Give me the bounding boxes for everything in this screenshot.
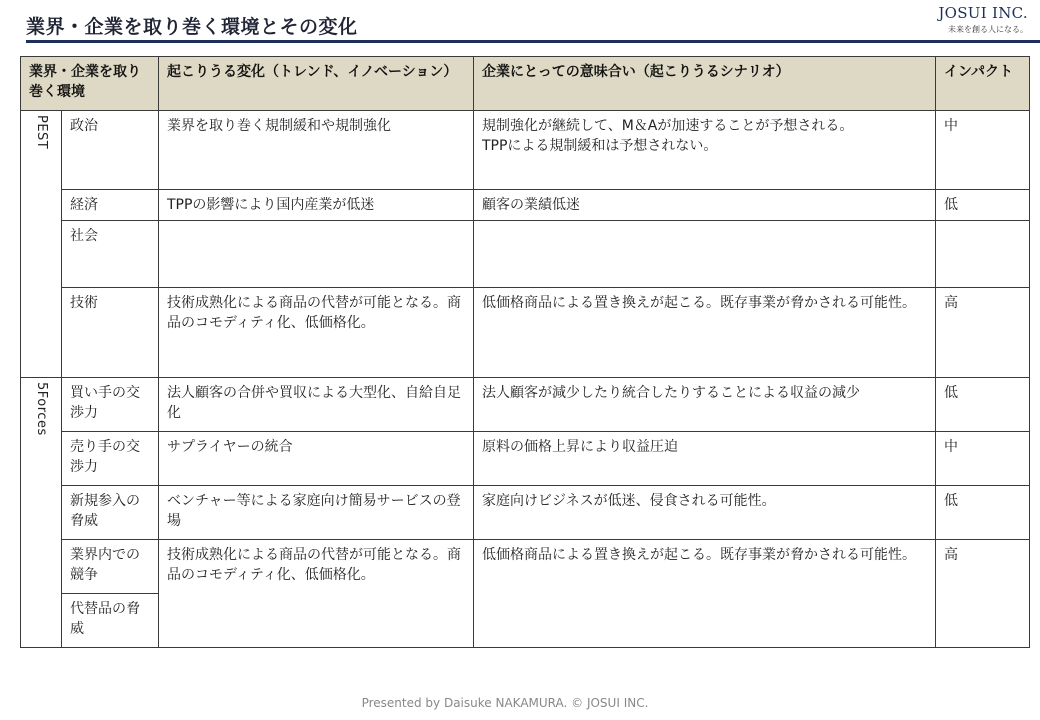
header-environment: 業界・企業を取り巻く環境 (21, 57, 159, 111)
change-cell: ベンチャー等による家庭向け簡易サービスの登場 (159, 486, 474, 540)
table-header-row (21, 57, 1030, 111)
meaning-cell: 低価格商品による置き換えが起こる。既存事業が脅かされる可能性。 (474, 288, 936, 378)
impact-cell: 高 (936, 540, 1030, 648)
meaning-cell: 顧客の業績低迷 (474, 190, 936, 221)
table-row (21, 190, 1030, 221)
change-cell: 技術成熟化による商品の代替が可能となる。商品のコモディティ化、低価格化。 (159, 288, 474, 378)
footer-credit: Presented by Daisuke NAKAMURA. © JOSUI INC. (361, 696, 649, 710)
change-cell: 技術成熟化による商品の代替が可能となる。商品のコモディティ化、低価格化。 (159, 540, 474, 648)
group-pest (21, 111, 62, 378)
table-row (21, 111, 1030, 190)
table-row (21, 486, 1030, 540)
slide-title: 業界・企業を取り巻く環境とその変化 (26, 16, 358, 38)
meaning-cell: 家庭向けビジネスが低迷、侵食される可能性。 (474, 486, 936, 540)
meaning-cell: 低価格商品による置き換えが起こる。既存事業が脅かされる可能性。 (474, 540, 936, 648)
factor-cell: 経済 (62, 190, 159, 221)
factor-cell: 代替品の脅威 (62, 594, 159, 648)
brand-tagline: 未来を創る人になる。 (948, 25, 1028, 34)
factor-cell: 政治 (62, 111, 159, 190)
change-cell: 法人顧客の合併や買収による大型化、自給自足化 (159, 378, 474, 432)
meaning-cell (474, 221, 936, 288)
factor-cell: 買い手の交渉力 (62, 378, 159, 432)
change-cell: サプライヤーの統合 (159, 432, 474, 486)
impact-cell: 中 (936, 432, 1030, 486)
change-cell: 業界を取り巻く規制緩和や規制強化 (159, 111, 474, 190)
table-row (21, 288, 1030, 378)
header-meaning: 企業にとっての意味合い（起こりうるシナリオ） (474, 57, 936, 111)
factor-cell: 社会 (62, 221, 159, 288)
factor-cell: 業界内での競争 (62, 540, 159, 594)
header-divider (26, 40, 1040, 43)
table-row (21, 378, 1030, 432)
group-label-pest: PEST (34, 115, 49, 150)
table-row (21, 540, 1030, 594)
meaning-cell: 規制強化が継続して、M＆Aが加速することが予想される。 TPPによる規制緩和は予想されない。 (474, 111, 936, 190)
factor-cell: 新規参入の脅威 (62, 486, 159, 540)
brand-logo: JOSUI INC. (938, 4, 1028, 22)
meaning-cell: 原料の価格上昇により収益圧迫 (474, 432, 936, 486)
table-row (21, 432, 1030, 486)
change-cell (159, 221, 474, 288)
factor-cell: 技術 (62, 288, 159, 378)
meaning-cell: 法人顧客が減少したり統合したりすることによる収益の減少 (474, 378, 936, 432)
impact-cell: 低 (936, 486, 1030, 540)
impact-cell: 高 (936, 288, 1030, 378)
group-label-forces: 5Forces (34, 382, 49, 436)
impact-cell: 低 (936, 190, 1030, 221)
impact-cell: 中 (936, 111, 1030, 190)
group-forces (21, 378, 62, 648)
table-row (21, 221, 1030, 288)
slide-header (0, 0, 1040, 44)
change-cell: TPPの影響により国内産業が低迷 (159, 190, 474, 221)
environment-analysis-table (20, 56, 1030, 648)
header-change: 起こりうる変化（トレンド、イノベーション） (159, 57, 474, 111)
impact-cell (936, 221, 1030, 288)
header-impact: インパクト (936, 57, 1030, 111)
brand-block (938, 4, 1028, 35)
impact-cell: 低 (936, 378, 1030, 432)
factor-cell: 売り手の交渉力 (62, 432, 159, 486)
